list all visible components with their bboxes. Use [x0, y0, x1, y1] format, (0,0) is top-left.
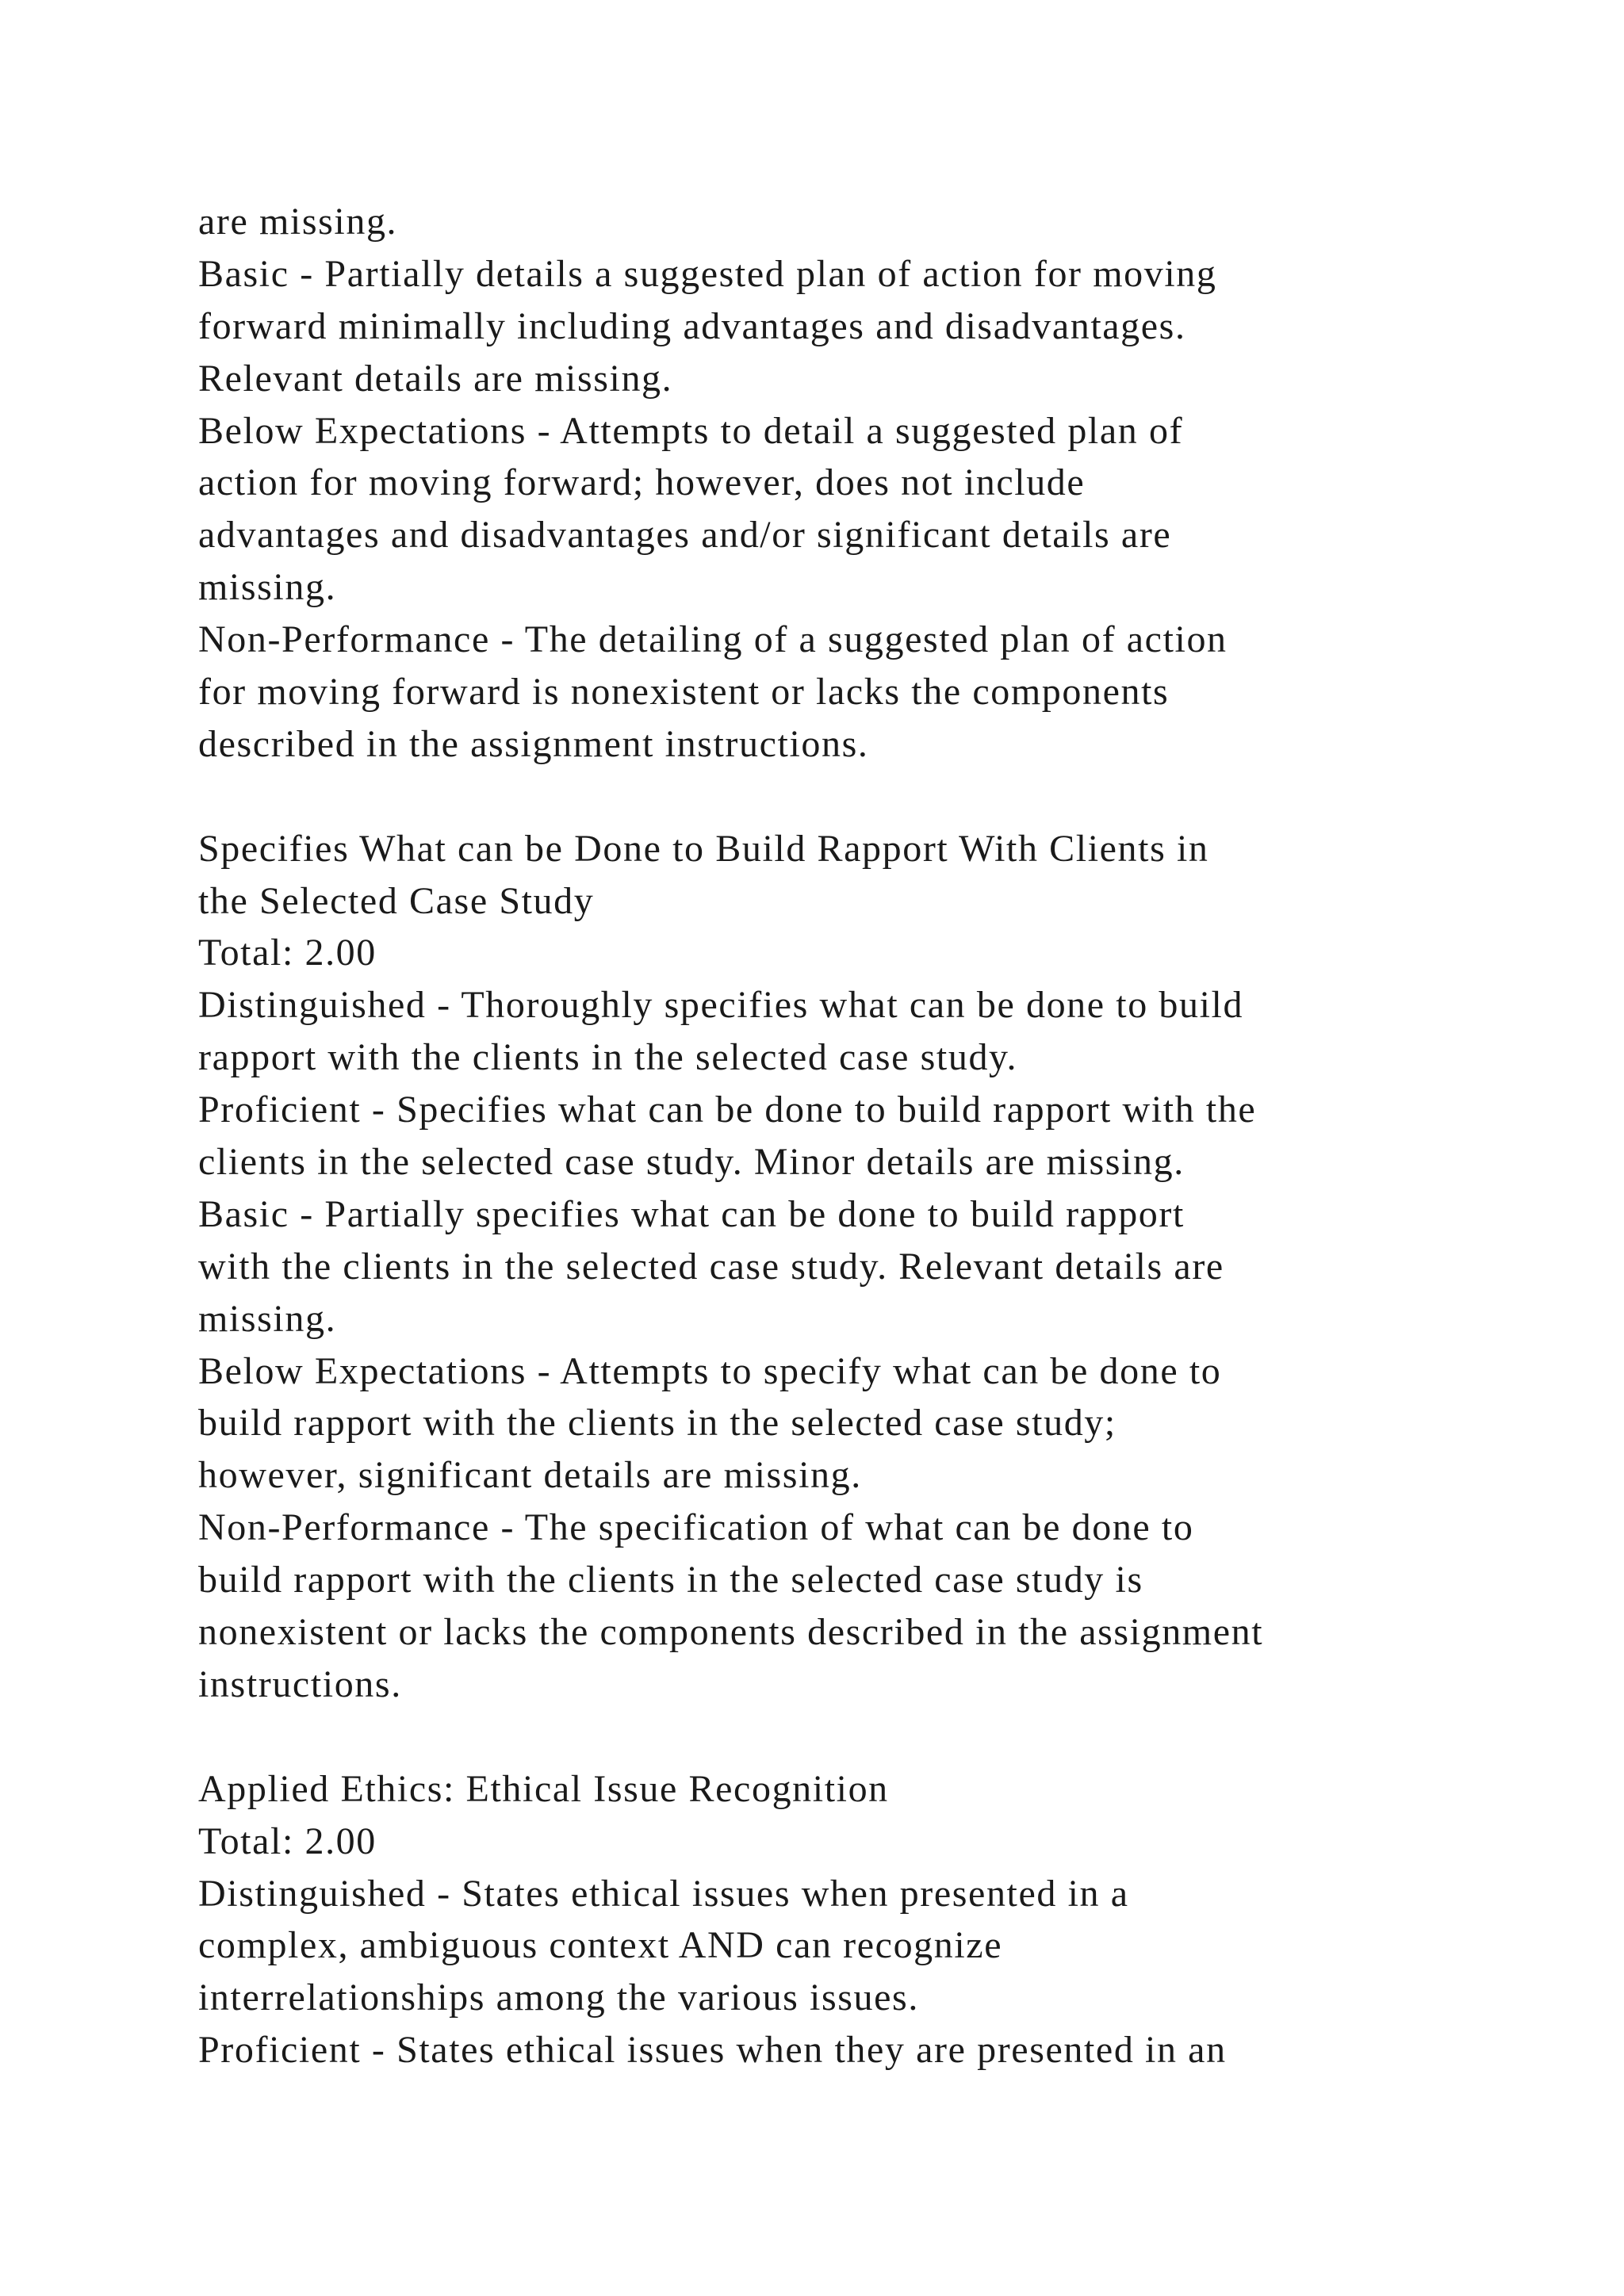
body-line: Non-Performance - The detailing of a suggested plan of action	[198, 618, 1228, 661]
body-line: clients in the selected case study. Minor details are missing.	[198, 1141, 1185, 1184]
section-heading: Specifies What can be Done to Build Rapport With Clients in	[198, 827, 1209, 870]
body-line: instructions.	[198, 1663, 402, 1705]
body-line: however, significant details are missing.	[198, 1454, 862, 1497]
section-heading: the Selected Case Study	[198, 879, 595, 922]
body-line: with the clients in the selected case study. Relevant details are	[198, 1245, 1224, 1288]
body-line: rapport with the clients in the selected case study.	[198, 1036, 1018, 1079]
body-line: forward minimally including advantages and disadvantages.	[198, 304, 1186, 347]
body-line: Proficient - States ethical issues when they are presented in an	[198, 2029, 1227, 2072]
body-line: Non-Performance - The specification of what can be done to	[198, 1506, 1194, 1549]
body-line: action for moving forward; however, does not include	[198, 461, 1086, 504]
body-line: Distinguished - States ethical issues when presented in a	[198, 1872, 1129, 1915]
body-line: are missing.	[198, 201, 398, 243]
body-line: Below Expectations - Attempts to detail a suggested plan of	[198, 409, 1184, 452]
body-line: interrelationships among the various issues.	[198, 1976, 919, 2019]
body-line: build rapport with the clients in the selected case study;	[198, 1402, 1116, 1445]
body-line: Basic - Partially specifies what can be done to build rapport	[198, 1192, 1185, 1235]
blank-line	[198, 1711, 1546, 1763]
blank-line	[198, 771, 1546, 823]
body-line: Distinguished - Thoroughly specifies what can be done to build	[198, 984, 1244, 1027]
section-heading: Applied Ethics: Ethical Issue Recognition	[198, 1767, 889, 1810]
body-line: complex, ambiguous context AND can recognize	[198, 1924, 1003, 1967]
body-line: Relevant details are missing.	[198, 357, 673, 400]
section-total: Total: 2.00	[198, 932, 377, 974]
body-line: build rapport with the clients in the selected case study is	[198, 1559, 1143, 1601]
body-line: nonexistent or lacks the components described in the assignment	[198, 1611, 1264, 1654]
document-body	[198, 196, 1546, 2076]
body-line: Proficient - Specifies what can be done to build rapport with the	[198, 1089, 1257, 1131]
section-total: Total: 2.00	[198, 1820, 377, 1862]
body-line: Below Expectations - Attempts to specify what can be done to	[198, 1349, 1222, 1392]
body-line: described in the assignment instructions.	[198, 722, 869, 765]
body-line: missing.	[198, 1297, 337, 1340]
body-line: missing.	[198, 566, 337, 609]
body-line: advantages and disadvantages and/or significant details are	[198, 514, 1172, 557]
body-line: for moving forward is nonexistent or lacks the components	[198, 671, 1170, 714]
body-line: Basic - Partially details a suggested plan of action for moving	[198, 252, 1217, 295]
